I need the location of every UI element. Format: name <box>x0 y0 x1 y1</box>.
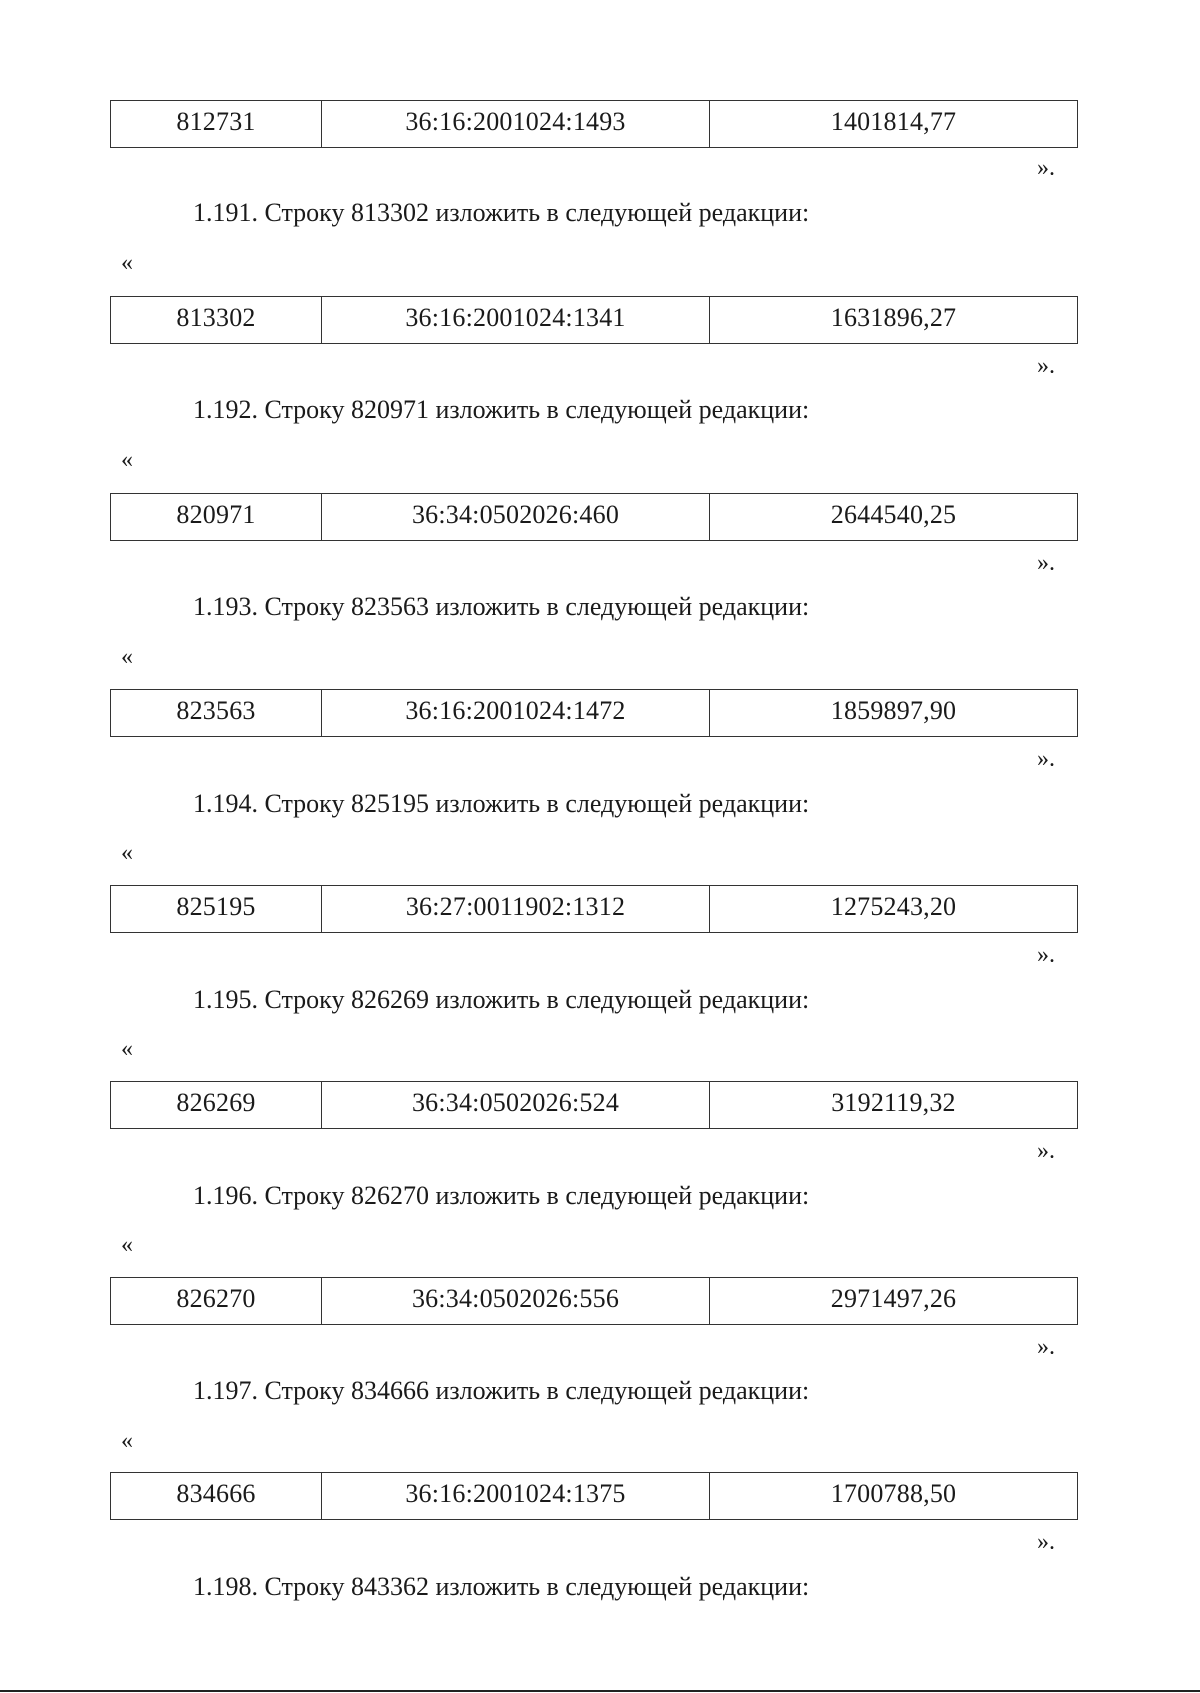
row-cadastral-number: 36:16:2001024:1341 <box>322 297 710 343</box>
row-value: 1700788,50 <box>830 1479 957 1508</box>
amendment-item: 1.192. Строку 820971 изложить в следующей редакции: <box>193 395 810 424</box>
row-value: 1275243,20 <box>830 892 957 921</box>
row-code: 826269 <box>111 1082 322 1128</box>
page-bottom-rule <box>0 1690 1200 1692</box>
row-value: 2644540,25 <box>830 500 957 529</box>
amendment-item: 1.196. Строку 826270 изложить в следующей редакции: <box>193 1181 810 1210</box>
amendment-item: 1.193. Строку 823563 изложить в следующей редакции: <box>193 592 810 621</box>
table-row <box>110 885 1078 933</box>
row-cadastral-number: 36:16:2001024:1472 <box>322 690 710 736</box>
row-code: 825195 <box>111 886 322 932</box>
closing-quote: ». <box>1037 1334 1055 1360</box>
opening-quote: « <box>121 447 133 473</box>
row-value: 3192119,32 <box>831 1088 956 1117</box>
row-cadastral-number: 36:16:2001024:1375 <box>322 1473 710 1519</box>
row-code: 823563 <box>111 690 322 736</box>
amendment-item: 1.191. Строку 813302 изложить в следующей редакции: <box>193 198 810 227</box>
row-cadastral-number: 36:27:0011902:1312 <box>322 886 710 932</box>
closing-quote: ». <box>1037 942 1055 968</box>
closing-quote: ». <box>1037 1138 1055 1164</box>
closing-quote: ». <box>1037 1529 1055 1555</box>
opening-quote: « <box>121 250 133 276</box>
amendment-item: 1.198. Строку 843362 изложить в следующей редакции: <box>193 1572 810 1601</box>
amendment-item: 1.197. Строку 834666 изложить в следующей редакции: <box>193 1376 810 1405</box>
table-row <box>110 689 1078 737</box>
table-row <box>110 493 1078 541</box>
row-code: 813302 <box>111 297 322 343</box>
table-row <box>110 100 1078 148</box>
row-value: 1631896,27 <box>830 303 957 332</box>
table-row <box>110 1472 1078 1520</box>
closing-quote: ». <box>1037 746 1055 772</box>
table-row <box>110 1081 1078 1129</box>
row-code: 812731 <box>111 101 322 147</box>
closing-quote: ». <box>1037 550 1055 576</box>
opening-quote: « <box>121 1232 133 1258</box>
row-cadastral-number: 36:34:0502026:460 <box>322 494 710 540</box>
row-code: 834666 <box>111 1473 322 1519</box>
closing-quote: ». <box>1037 353 1055 379</box>
opening-quote: « <box>121 840 133 866</box>
row-value: 1401814,77 <box>830 107 957 136</box>
row-value: 2971497,26 <box>830 1284 957 1313</box>
row-code: 820971 <box>111 494 322 540</box>
row-cadastral-number: 36:34:0502026:524 <box>322 1082 710 1128</box>
row-cadastral-number: 36:16:2001024:1493 <box>322 101 710 147</box>
amendment-item: 1.195. Строку 826269 изложить в следующей редакции: <box>193 985 810 1014</box>
opening-quote: « <box>121 644 133 670</box>
table-row <box>110 1277 1078 1325</box>
row-cadastral-number: 36:34:0502026:556 <box>322 1278 710 1324</box>
row-code: 826270 <box>111 1278 322 1324</box>
opening-quote: « <box>121 1036 133 1062</box>
closing-quote: ». <box>1037 155 1055 181</box>
opening-quote: « <box>121 1428 133 1454</box>
amendment-item: 1.194. Строку 825195 изложить в следующей редакции: <box>193 789 810 818</box>
table-row <box>110 296 1078 344</box>
row-value: 1859897,90 <box>830 696 957 725</box>
